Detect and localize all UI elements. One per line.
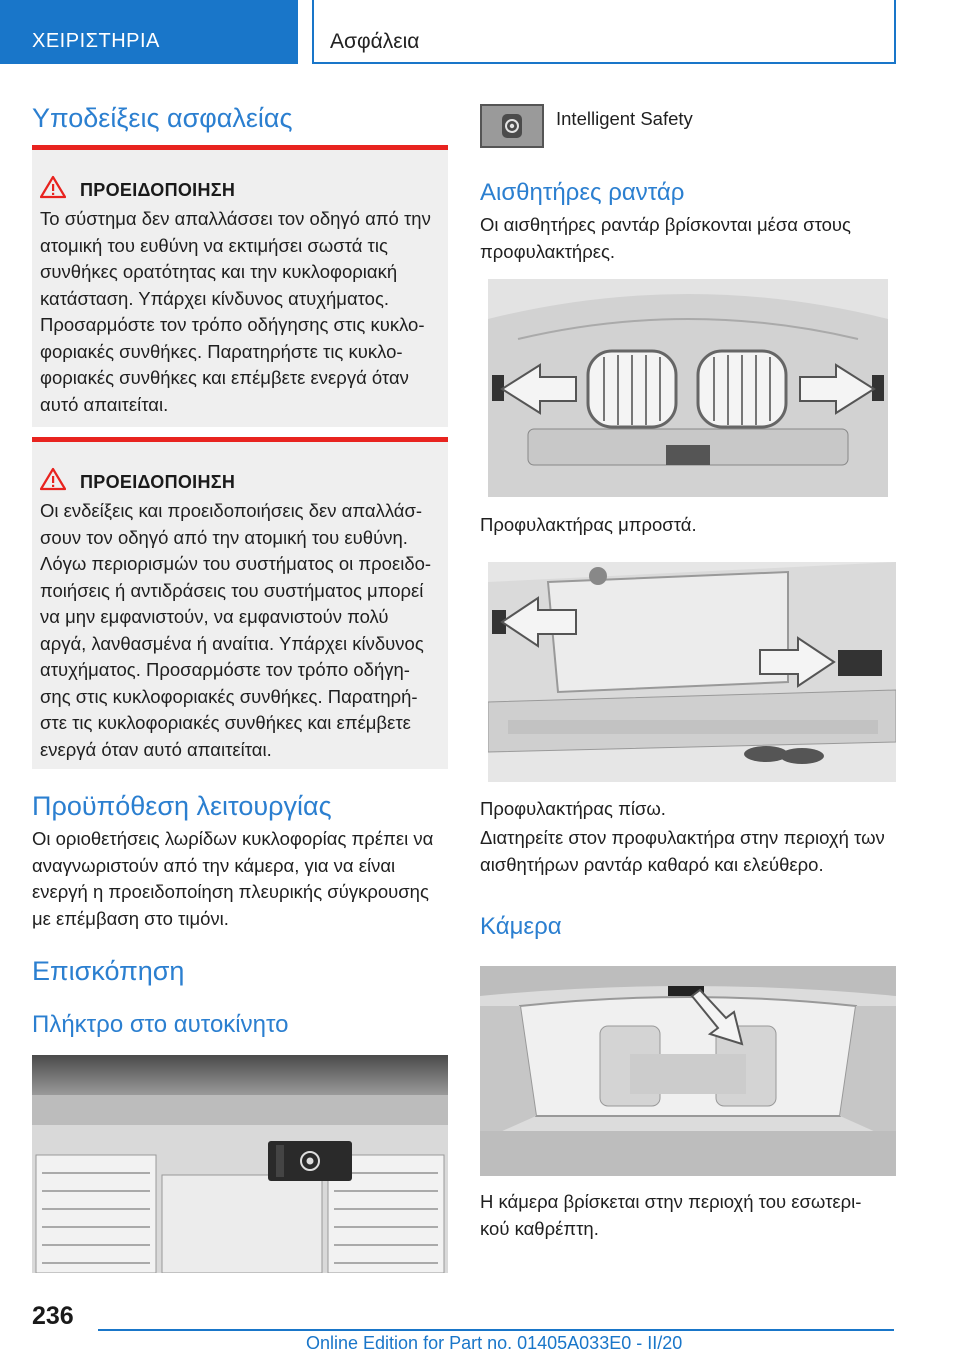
warning-box-2 [32,437,448,769]
header-chapter-label: Ασφάλεια [330,30,420,53]
radar-sensors-text: Οι αισθητήρες ραντάρ βρίσκονται μέσα στους προφυλακτήρες. [480,214,851,262]
button-in-vehicle-heading: Πλήκτρο στο αυτοκίνητο [32,1011,289,1038]
camera-text: Η κάμερα βρίσκεται στην περιοχή του εσωτερι- κού καθρέπτη. [480,1191,862,1239]
intelligent-safety-icon [482,106,542,146]
footer-edition: Online Edition for Part no. 01405A033E0 - II/20 [306,1333,683,1353]
warning-box-1 [32,145,448,427]
warning-triangle-icon [40,175,66,199]
header-chapter-box [312,0,896,64]
button-location-image [32,1055,448,1273]
warning-triangle-icon [40,467,66,491]
warning-body: Οι ενδείξεις και προειδοποιήσεις δεν απαλλάσ- σουν τον οδηγό από την ατομική του ευθύνη. Λόγω περιορισμών του συστήματος οι προειδο- ποιήσεις ή αντιδράσεις του συστήματος μπορεί να μην εμφανιστούν, να εμφανιστούν πολύ αργά, λανθασμένα ή αναίτια. Υπάρχει κίνδυνος ατυχήματος. Προσαρμόστε τον τρόπο οδήγη- σης στις κυκλοφοριακές συνθήκες. Παρατηρή- στε τις κυκλοφοριακές συνθήκες και επέμβετε ενεργά όταν αυτό απαιτείται. [40,500,432,760]
rear-bumper-caption: Προφυλακτήρας πίσω. [480,798,666,819]
prerequisite-heading: Προϋπόθεση λειτουργίας [32,791,332,821]
front-bumper-image [488,279,888,497]
warning-title: ΠΡΟΕΙΔΟΠΟΙΗΣΗ [80,472,236,492]
header-section-label: ΧΕΙΡΙΣΤΗΡΙΑ [32,30,160,52]
page-number: 236 [32,1302,74,1330]
intelligent-safety-button-icon [480,104,544,148]
prerequisite-text: Οι οριοθετήσεις λωρίδων κυκλοφορίας πρέπει να αναγνωριστούν από την κάμερα, για να είναι ενεργή η προειδοποίηση πλευρικής σύγκρουσης με επέμβαση στο τιμόνι. [32,828,434,929]
camera-location-image [480,966,896,1176]
rear-bumper-image [488,562,896,782]
radar-sensors-heading: Αισθητήρες ραντάρ [480,179,685,206]
intelligent-safety-label: Intelligent Safety [556,108,693,129]
front-bumper-caption: Προφυλακτήρας μπροστά. [480,514,697,535]
warning-title: ΠΡΟΕΙΔΟΠΟΙΗΣΗ [80,180,236,200]
header-section-tab [0,0,298,64]
safety-notes-heading: Υποδείξεις ασφαλείας [32,103,293,133]
warning-body: Το σύστημα δεν απαλλάσσει τον οδηγό από την ατομική του ευθύνη να εκτιμήσει σωστά τις συνθήκες ορατότητας και την κυκλοφοριακή κατάσταση. Υπάρχει κίνδυνος ατυχήματος. Προσαρμόστε τον τρόπο οδήγησης στις κυκλο- φοριακές συνθήκες. Παρατηρήστε τις κυκλο- φοριακές συνθήκες και επέμβετε ενεργά όταν αυτό απαιτείται. [40,208,431,415]
overview-heading: Επισκόπηση [32,956,185,986]
footer-rule [98,1329,894,1331]
camera-heading: Κάμερα [480,913,562,940]
keep-clean-text: Διατηρείτε στον προφυλακτήρα στην περιοχή των αισθητήρων ραντάρ καθαρό και ελεύθερο. [480,827,885,875]
